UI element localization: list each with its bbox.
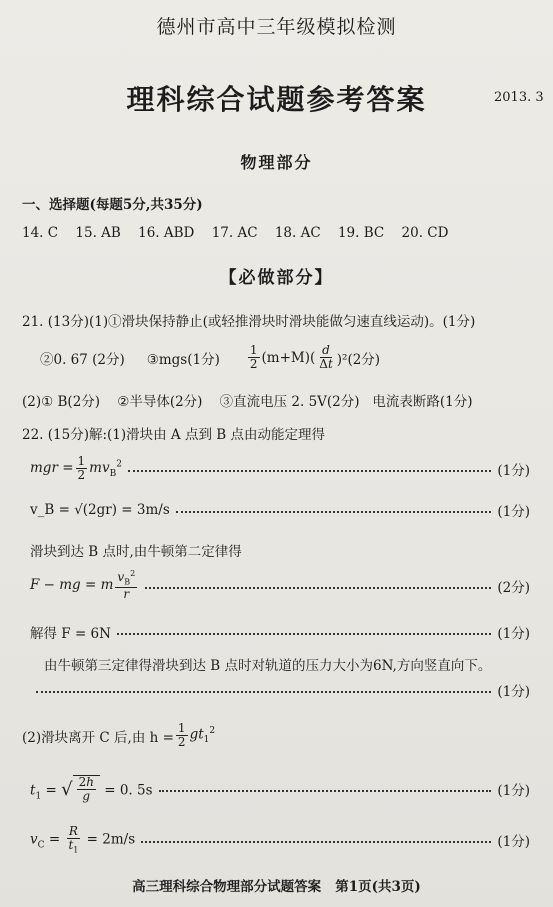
- q22-intro: 22. (15分)解:(1)滑块由 A 点到 B 点由动能定理得: [22, 427, 325, 443]
- q22-text2-score: (1分): [497, 684, 530, 700]
- q22-eq3-row: [30, 570, 530, 601]
- q22-eq1-score: (1分): [497, 462, 530, 479]
- q22-part2-text: (2)滑块离开 C 后,由 h =: [22, 729, 174, 746]
- answer-20: 20. CD: [401, 225, 449, 241]
- answer-15: 15. AB: [75, 225, 121, 241]
- dotted-leader: [128, 470, 491, 472]
- answer-17: 17. AC: [211, 225, 258, 241]
- dotted-leader: [145, 587, 491, 589]
- part1-heading: 一、选择题(每题5分,共35分): [22, 197, 203, 213]
- q21-line1: 21. (13分)(1)①滑块保持静止(或轻推滑块时滑块能做匀速直线运动)。(1分): [22, 314, 476, 330]
- dotted-leader: [117, 633, 491, 635]
- section-title: 物理部分: [240, 153, 313, 172]
- q22-eq2-row: [30, 500, 530, 520]
- q22-eq1-row: [30, 455, 530, 482]
- dotted-leader: [159, 790, 492, 792]
- half-fraction: $\frac{1}{2}$: [249, 343, 258, 372]
- q22-eq4-score: (1分): [497, 626, 530, 642]
- d-over-dt-fraction: $\frac{d}{\Delta t}$: [319, 343, 333, 372]
- q22-eq3: F − mg = m $\frac{v_B^2}{r}$: [30, 569, 136, 602]
- choice-answers: [22, 225, 461, 241]
- answer-19: 19. BC: [337, 225, 385, 241]
- q21-line2: [40, 344, 380, 371]
- q22-eq5: $t_1$ = √ $\frac{2h}{g}$ = 0. 5s: [30, 775, 153, 804]
- q22-eq4: 解得 F = 6N: [30, 626, 111, 642]
- q21-line3: (2)① B(2分) ②半导体(2分) ③直流电压 2. 5V(2分) 电流表断路(1分): [22, 394, 473, 410]
- q22-eq6-row: [30, 825, 530, 855]
- q22-eq5-score: (1分): [497, 783, 530, 800]
- q22-eq6-score: (1分): [497, 834, 530, 851]
- answer-14: 14. C: [22, 225, 59, 241]
- q22-text1: 滑块到达 B 点时,由牛顿第二定律得: [30, 544, 242, 560]
- q21-answer-2: ②0. 67 (2分): [40, 351, 125, 368]
- answer-18: 18. AC: [274, 225, 321, 241]
- q22-eq2: v_B = √(2gr) = 3m/s: [30, 502, 170, 518]
- q22-eq1: mgr = $\frac{1}{2}$ $mv_B^2$: [30, 454, 122, 483]
- half-fraction: $\frac{1}{2}$: [177, 721, 186, 750]
- page-footer: 高三理科综合物理部分试题答案 第1页(共3页): [132, 879, 421, 895]
- document-title: 理科综合试题参考答案: [126, 83, 427, 116]
- q21-expr-a: (m+M)(: [261, 349, 316, 366]
- document-date: 2013. 3: [494, 90, 544, 105]
- q22-eq2-score: (1分): [497, 504, 530, 520]
- q22-text2-row: [30, 680, 530, 700]
- q22-text2: 由牛顿第三定律得滑块到达 B 点时对轨道的压力大小为6N,方向竖直向下。: [44, 658, 492, 674]
- answer-16: 16. ABD: [138, 225, 195, 241]
- q22-eq6: $v_C$ = $\frac{R}{t_1}$ = 2m/s: [30, 824, 136, 855]
- dotted-leader: [36, 691, 491, 693]
- school-heading: 德州市高中三年级模拟检测: [156, 16, 397, 38]
- q22-eq5-row: [30, 775, 530, 803]
- q22-eq4-row: [30, 622, 530, 642]
- must-section-heading: 【必做部分】: [219, 268, 334, 288]
- q22-part2: [22, 722, 215, 749]
- dotted-leader: [176, 511, 492, 513]
- dotted-leader: [141, 841, 491, 843]
- g-t1-squared: $gt_1^2$: [189, 726, 216, 746]
- q22-eq3-score: (2分): [497, 579, 530, 596]
- q21-expr-b: )²(2分): [336, 351, 381, 368]
- q21-answer-3: ③mgs(1分): [146, 351, 220, 368]
